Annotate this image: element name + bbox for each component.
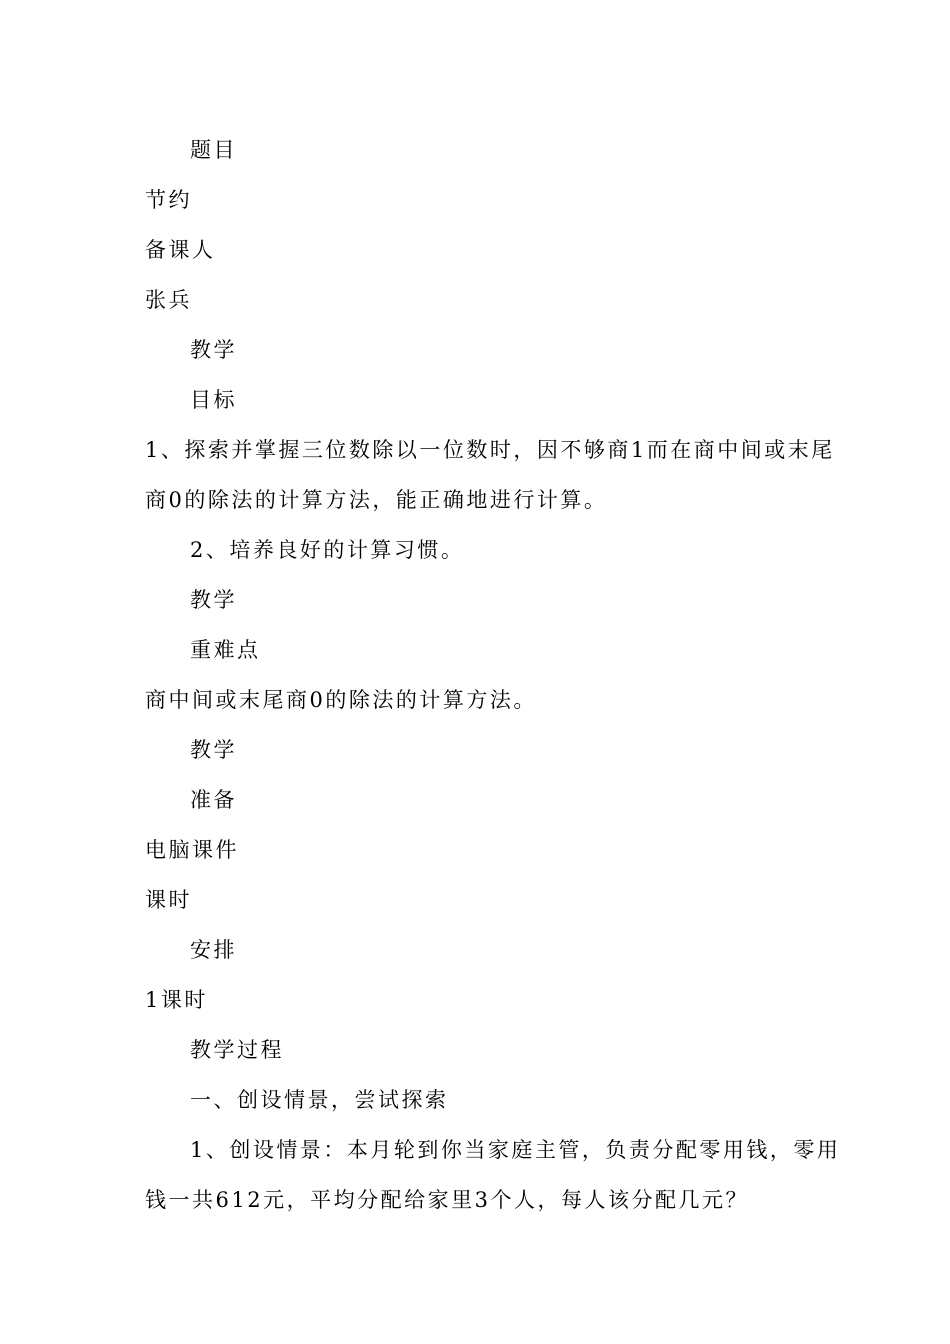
value-title: 节约 — [145, 188, 192, 212]
label-teaching-2: 教学 — [190, 588, 237, 612]
objective-1-line-2: 商0的除法的计算方法，能正确地进行计算。 — [145, 488, 608, 512]
label-preparation: 准备 — [190, 788, 237, 812]
label-title: 题目 — [190, 138, 237, 162]
label-objectives: 目标 — [190, 388, 237, 412]
value-class-hours: 1课时 — [145, 988, 208, 1012]
value-key-points: 商中间或末尾商0的除法的计算方法。 — [145, 688, 537, 712]
objective-2: 2、培养良好的计算习惯。 — [190, 538, 465, 562]
value-preparer: 张兵 — [145, 288, 192, 312]
label-class-hours: 课时 — [145, 888, 192, 912]
label-teaching-3: 教学 — [190, 738, 237, 762]
section-heading-1: 一、创设情景，尝试探索 — [190, 1088, 449, 1112]
value-preparation: 电脑课件 — [145, 838, 239, 862]
label-preparer: 备课人 — [145, 238, 216, 262]
label-key-points: 重难点 — [190, 638, 261, 662]
scenario-line-1: 1、创设情景：本月轮到你当家庭主管，负责分配零用钱，零用 — [190, 1138, 841, 1162]
scenario-line-2: 钱一共612元，平均分配给家里3个人，每人该分配几元？ — [145, 1188, 749, 1212]
label-teaching-1: 教学 — [190, 338, 237, 362]
label-teaching-process: 教学过程 — [190, 1038, 284, 1062]
label-arrangement: 安排 — [190, 938, 237, 962]
objective-1-line-1: 1、探索并掌握三位数除以一位数时，因不够商1而在商中间或末尾 — [145, 438, 835, 462]
